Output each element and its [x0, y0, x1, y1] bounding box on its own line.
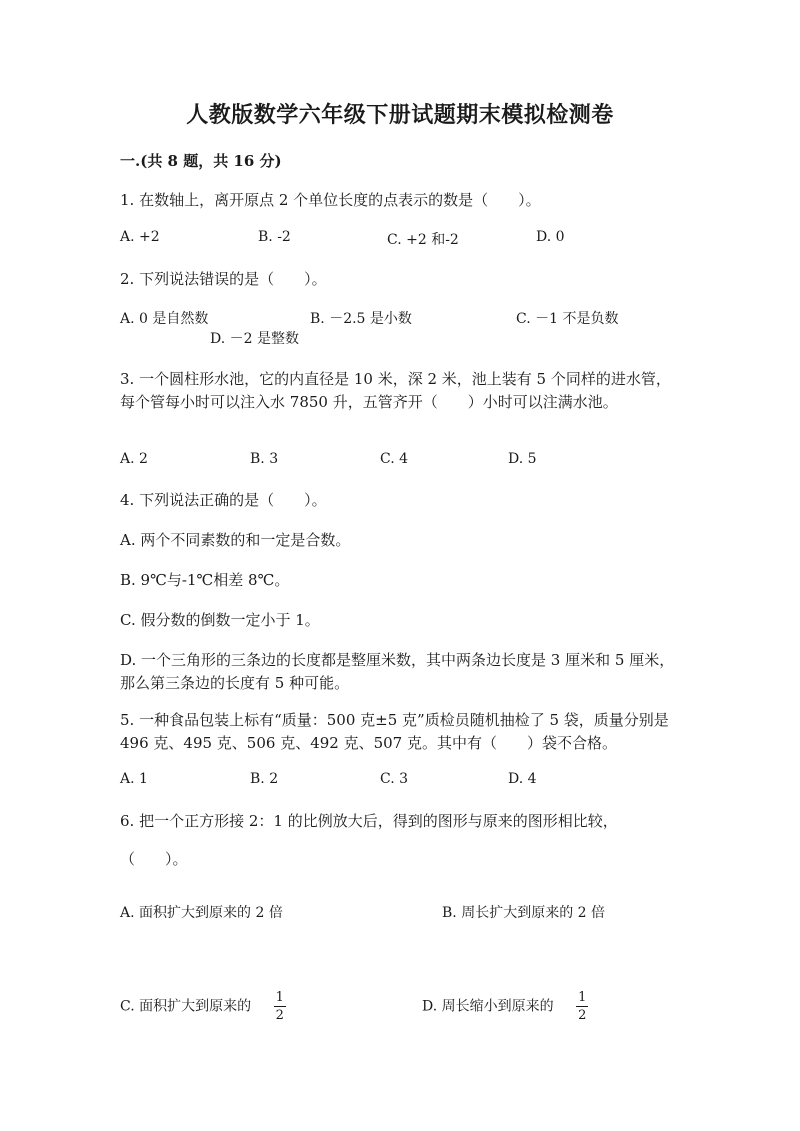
fraction-denominator: 2	[578, 1008, 587, 1023]
question-4: 4. 下列说法正确的是（ ）。	[120, 491, 327, 509]
q3-option-d: D. 5	[508, 451, 537, 467]
q2-option-a: A. 0 是自然数	[120, 311, 209, 327]
question-1: 1. 在数轴上，离开原点 2 个单位长度的点表示的数是（ ）。	[120, 191, 541, 209]
q6-option-c-text: C. 面积扩大到原来的	[120, 998, 252, 1015]
q3-option-b: B. 3	[250, 451, 279, 467]
q5-option-b: B. 2	[250, 771, 279, 787]
question-5: 5. 一种食品包装上标有“质量：500 克±5 克”质检员随机抽检了 5 袋，质量分别是 496 克、495 克、506 克、492 克、507 克。其中有（ ）袋不合格。	[120, 711, 669, 752]
q6-option-b: B. 周长扩大到原来的 2 倍	[442, 905, 605, 921]
q6-option-d	[422, 990, 588, 1023]
q1-option-c: C. +2 和-2	[387, 232, 459, 248]
q6-option-c	[120, 990, 286, 1023]
q1-option-a: A. +2	[120, 229, 160, 245]
question-6: 6. 把一个正方形接 2：1 的比例放大后，得到的图形与原来的图形相比较，	[120, 812, 618, 830]
q5-option-d: D. 4	[508, 771, 537, 787]
q6-option-a: A. 面积扩大到原来的 2 倍	[120, 905, 283, 921]
question-3: 3. 一个圆柱形水池，它的内直径是 10 米，深 2 米，池上装有 5 个同样的进水管，每个管每小时可以注入水 7850 升，五管齐开（ ）小时可以注满水池。	[120, 370, 671, 411]
page-title: 人教版数学六年级下册试题期末模拟检测卷	[186, 102, 614, 128]
q3-option-a: A. 2	[120, 451, 148, 467]
q4-option-b: B. 9℃与-1℃相差 8℃。	[120, 571, 290, 589]
q1-option-d: D. 0	[536, 229, 565, 245]
q5-option-a: A. 1	[120, 771, 148, 787]
q2-option-c: C. －1 不是负数	[516, 311, 619, 327]
q3-option-c: C. 4	[380, 451, 409, 467]
fraction-one-half	[576, 990, 588, 1023]
q2-option-b: B. －2.5 是小数	[310, 311, 412, 327]
q4-option-c: C. 假分数的倒数一定小于 1。	[120, 611, 320, 629]
fraction-bar	[274, 1006, 286, 1007]
q2-option-d: D. －2 是整数	[210, 331, 299, 347]
q1-option-b: B. -2	[258, 229, 291, 245]
q6-blank: （ ）。	[120, 850, 188, 868]
q4-option-a: A. 两个不同素数的和一定是合数。	[120, 531, 351, 549]
fraction-numerator: 1	[275, 990, 284, 1005]
fraction-denominator: 2	[275, 1008, 284, 1023]
fraction-one-half	[274, 990, 286, 1023]
section-heading: 一.(共 8 题，共 16 分)	[120, 152, 282, 170]
q5-option-c: C. 3	[380, 771, 409, 787]
q4-option-d: D. 一个三角形的三条边的长度都是整厘米数，其中两条边长度是 3 厘米和 5 厘米，那么第三条边的长度有 5 种可能。	[120, 651, 675, 692]
fraction-bar	[576, 1006, 588, 1007]
question-2: 2. 下列说法错误的是（ ）。	[120, 270, 327, 288]
q6-option-d-text: D. 周长缩小到原来的	[422, 998, 554, 1015]
fraction-numerator: 1	[578, 990, 587, 1005]
